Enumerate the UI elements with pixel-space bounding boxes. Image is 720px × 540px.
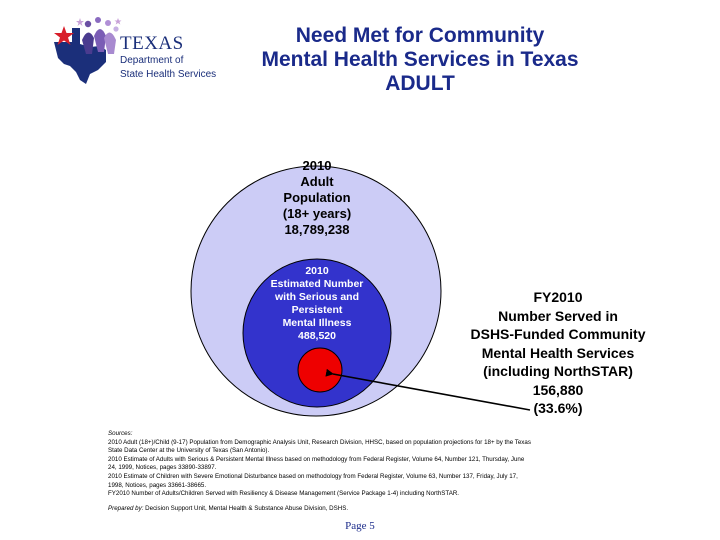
number-served-value: 156,880 <box>532 381 584 398</box>
logo-dept-line1: Department of <box>120 55 184 66</box>
smi-estimate-line: Persistent <box>291 304 343 316</box>
number-served-percent: (33.6%) <box>533 400 583 416</box>
smi-estimate-value: 488,520 <box>298 330 336 342</box>
number-served-label <box>448 288 668 418</box>
adult-population-line: 2010 <box>302 158 332 173</box>
source-line: 1998, Notices, pages 33661-38665. <box>108 481 207 489</box>
source-line: State Data Center at the University of Texas (San Antonio). <box>108 447 270 455</box>
smi-estimate-line: 2010 <box>305 265 329 277</box>
source-line: 2010 Estimate of Children with Severe Emotional Disturbance based on methodology from Federal Register, Volume 63, Number 137, Friday, July 17, <box>108 472 518 480</box>
prepared-by-text: Decision Support Unit, Mental Health & Substance Abuse Division, DSHS. <box>145 505 349 512</box>
adult-population-line: (18+ years) <box>282 206 352 221</box>
smi-estimate-line: with Serious and <box>274 291 359 303</box>
title-line2: Mental Health Services in Texas <box>261 48 579 71</box>
number-served-circle <box>298 348 342 392</box>
title-line3: ADULT <box>385 72 455 95</box>
prepared-by <box>108 505 608 513</box>
smi-estimate-line: Mental Illness <box>282 317 352 329</box>
page-number: Page 5 <box>345 520 375 532</box>
adult-population-value: 18,789,238 <box>284 222 350 237</box>
logo-texas: TEXAS <box>120 33 184 54</box>
title-line1: Need Met for Community <box>295 24 545 47</box>
source-line: 2010 Estimate of Adults with Serious & Persistent Mental Illness based on methodology from Federal Register, Volume 64, Number 121, Thursday, June <box>108 455 525 463</box>
number-served-line: (including NorthSTAR) <box>483 363 633 379</box>
source-line: 24, 1999, Notices, pages 33890-33897. <box>108 464 217 472</box>
source-line: FY2010 Number of Adults/Children Served with Resiliency & Disease Management (Service Package 1-4) including NorthSTAR. <box>108 490 460 498</box>
smi-estimate-label <box>262 265 372 343</box>
number-served-line: FY2010 <box>533 289 583 305</box>
number-served-line: Mental Health Services <box>481 344 635 361</box>
smi-estimate-line: Estimated Number <box>270 278 364 290</box>
adult-population-label <box>258 158 376 238</box>
source-line: 2010 Adult (18+)/Child (9-17) Population from Demographic Analysis Unit, Research Division, HHSC, based on population projections for 18+ by the Texas <box>108 438 531 446</box>
adult-population-line: Population <box>283 190 351 205</box>
number-served-line: Number Served in <box>498 307 618 324</box>
prepared-by-label: Prepared by: <box>108 505 144 512</box>
logo-dept-line2: State Health Services <box>120 68 217 80</box>
sources-heading: Sources: <box>108 430 133 437</box>
adult-population-line: Adult <box>300 174 334 189</box>
sources-block <box>108 430 608 499</box>
number-served-line: DSHS-Funded Community <box>470 326 646 342</box>
